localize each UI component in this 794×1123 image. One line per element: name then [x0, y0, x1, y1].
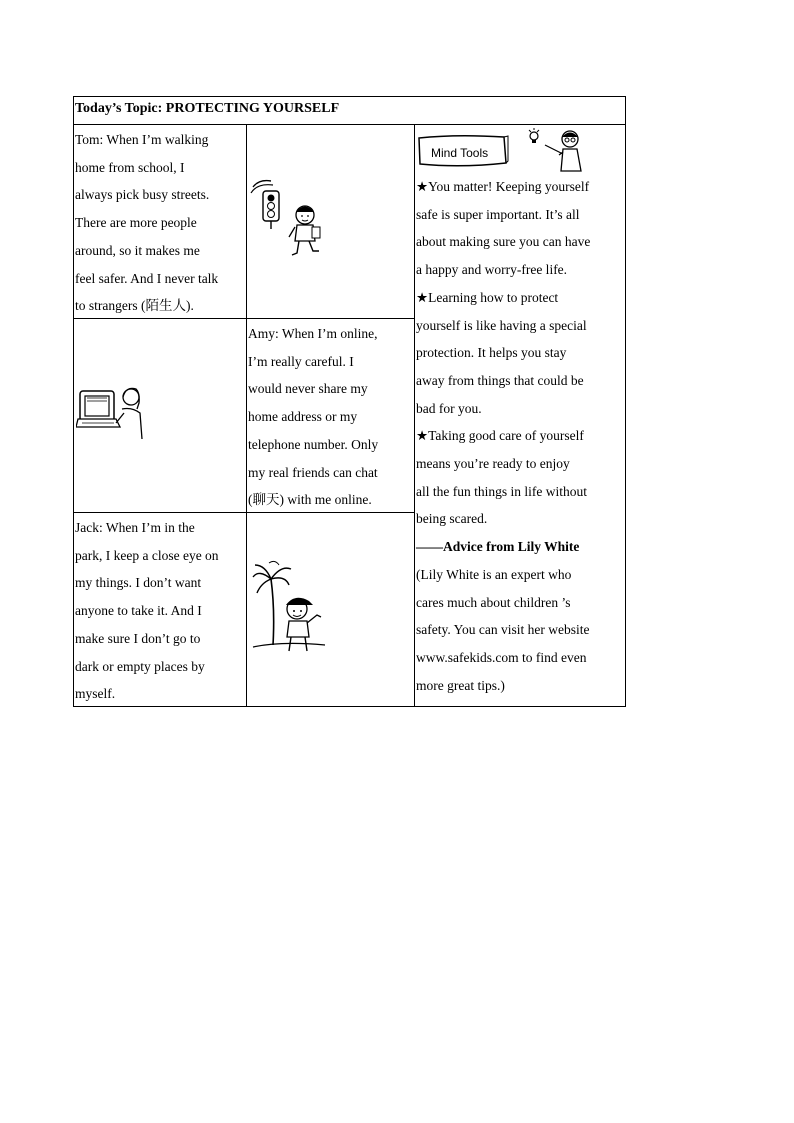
amy-text-cell: [246, 318, 414, 513]
boy-traffic-light-illustration: [249, 177, 327, 259]
jack-picture-cell: [246, 512, 414, 707]
tom-line: always pick busy streets.: [75, 187, 210, 203]
tom-line: around, so it makes me: [75, 242, 200, 258]
amy-line: Amy: When I’m online,: [248, 326, 378, 341]
mind-tools-line: ★Learning how to protect: [416, 289, 559, 305]
mind-tools-line: a happy and worry-free life.: [416, 262, 568, 278]
amy-line: I’m really careful. I: [248, 353, 354, 369]
amy-line: my real friends can chat: [248, 464, 378, 480]
boy-park-illustration: [251, 559, 327, 655]
jack-text-cell: [73, 512, 246, 707]
jack-line: my things. I don’t want: [75, 575, 202, 591]
jack-line: park, I keep a close eye on: [75, 547, 219, 563]
note-line: safety. You can visit her website: [416, 622, 590, 638]
tom-text-cell: [73, 124, 246, 319]
topic-table: [73, 96, 626, 707]
mind-tools-line: all the fun things in life without: [416, 483, 587, 499]
mind-tools-line: being scared.: [416, 511, 488, 527]
mind-tools-line: about making sure you can have: [416, 234, 591, 250]
tom-line: home from school, I: [75, 159, 185, 175]
jack-line: make sure I don’t go to: [75, 630, 201, 646]
advice-signature: ——Advice from Lily White: [416, 539, 580, 555]
amy-picture-cell: [73, 318, 246, 513]
amy-line: home address or my: [248, 409, 358, 425]
tom-picture-cell: [246, 124, 414, 319]
mind-tools-label: Mind Tools: [431, 146, 489, 160]
jack-line: anyone to take it. And I: [75, 603, 202, 619]
tom-line: feel safer. And I never talk: [75, 270, 219, 286]
note-line: more great tips.): [416, 677, 505, 693]
mind-tools-line: bad for you.: [416, 400, 482, 416]
tom-line: Tom: When I’m walking: [75, 132, 209, 147]
girl-computer-illustration: [76, 383, 148, 441]
topic-title: Today’s Topic: PROTECTING YOURSELF: [73, 96, 626, 125]
note-line: www.safekids.com to find even: [416, 649, 587, 665]
mind-tools-line: ★Taking good care of yourself: [416, 428, 584, 444]
mind-tools-line: safe is super important. It’s all: [416, 206, 580, 222]
mind-tools-line: means you’re ready to enjoy: [416, 456, 570, 472]
tom-line: There are more people: [75, 215, 197, 231]
teacher-illustration: [527, 127, 587, 173]
note-line: (Lily White is an expert who: [416, 566, 572, 582]
amy-line: telephone number. Only: [248, 436, 379, 452]
jack-line: Jack: When I’m in the: [75, 520, 195, 535]
mind-tools-line: yourself is like having a special: [416, 317, 587, 333]
amy-line: would never share my: [248, 381, 368, 397]
mind-tools-line: ★You matter! Keeping yourself: [416, 179, 590, 194]
mind-tools-line: away from things that could be: [416, 372, 584, 388]
mind-tools-line: protection. It helps you stay: [416, 345, 567, 361]
jack-line: myself.: [75, 686, 116, 702]
amy-line: (聊天) with me online.: [248, 492, 372, 508]
note-line: cares much about children ’s: [416, 594, 571, 610]
mind-tools-cell: [414, 124, 626, 707]
tom-line: to strangers (陌生人).: [75, 298, 194, 314]
jack-line: dark or empty places by: [75, 658, 205, 674]
